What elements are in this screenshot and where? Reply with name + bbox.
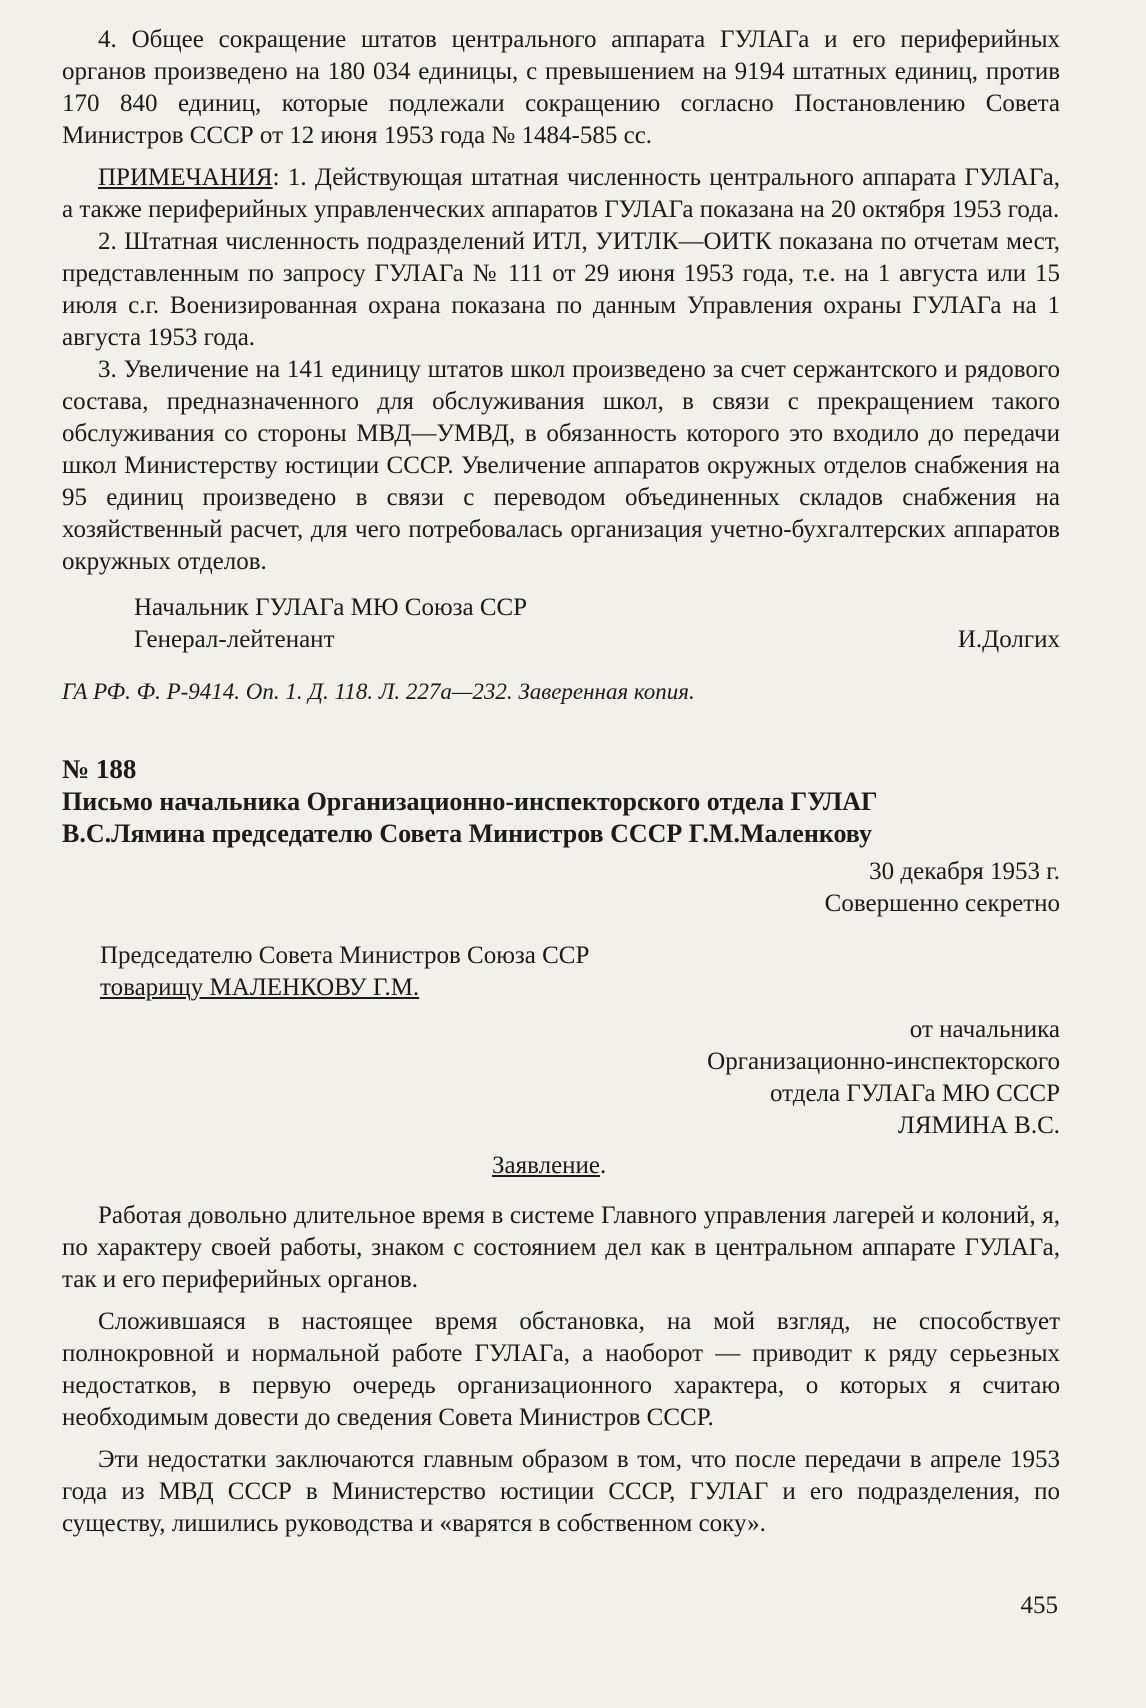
body-paragraph-3: Эти недостатки заключаются главным образом в том, что после передачи в апреле 1953 года из МВД СССР в Министерство юстиции СССР, ГУЛАГ и его подразделения, по существу, лишились руководства и «варятся в собственном соку». [62,1446,1060,1537]
document-number: № 188 [62,754,137,784]
signature-name: И.Долгих [957,626,1060,653]
signature-position-1: Начальник ГУЛАГа МЮ Союза ССР [134,594,528,621]
archive-source: ГА РФ. Ф. Р-9414. Оп. 1. Д. 118. Л. 227а—232. Заверенная копия. [62,679,695,704]
sender-line-2: Организационно-инспекторского [707,1048,1060,1075]
sender-line-4: ЛЯМИНА В.С. [897,1112,1060,1139]
addressee-line-1: Председателю Совета Министров Союза ССР [100,942,590,969]
note-2: 2. Штатная численность подразделений ИТЛ, УИТЛК—ОИТК показана по отчетам мест, представленным по запросу ГУЛАГа № 111 от 29 июня 1953 года, т.е. на 1 августа или 15 июля с.г. Военизированная охрана показана по данным Управления охраны ГУЛАГа на 1 августа 1953 года. [62,228,1060,351]
addressee-block [62,940,1060,1004]
note-1: : 1. Действующая штатная численность центрального аппарата ГУЛАГа, а также периферийных управленческих аппаратов ГУЛАГа показана на 20 октября 1953 года. [62,164,1060,223]
body-paragraph-1: Работая довольно длительное время в системе Главного управления лагерей и колоний, я, по характеру своей работы, знаком с состоянием дел как в центральном аппарате ГУЛАГа, так и его периферийных органов. [62,1202,1060,1293]
paragraph-4: 4. Общее сокращение штатов центрального аппарата ГУЛАГа и его периферийных органов произведено на 180 034 единицы, с превышением на 9194 штатных единиц, против 170 840 единиц, которые подлежали сокращению согласно Постановлению Совета Министров СССР от 12 июня 1953 года № 1484-585 сс. [62,26,1060,149]
sender-block [62,1014,1060,1142]
document-classification: Совершенно секретно [824,890,1060,917]
addressee-line-2: товарищу МАЛЕНКОВУ Г.М. [100,974,420,1001]
document-title-line-2: В.С.Лямина председателю Совета Министров СССР Г.М.Маленкову [62,819,872,848]
document-title-line-1: Письмо начальника Организационно-инспекторского отдела ГУЛАГ [62,787,878,816]
document-date: 30 декабря 1953 г. [869,858,1060,885]
page-number: 455 [1020,1592,1058,1619]
body-paragraph-2: Сложившаяся в настоящее время обстановка, на мой взгляд, не способствует полнокровной и нормальной работе ГУЛАГа, а наоборот — приводит к ряду серьезных недостатков, в первую очередь организационного характера, о которых я считаю необходимым довести до сведения Совета Министров СССР. [62,1308,1060,1431]
sender-line-1: от начальника [909,1016,1060,1043]
signature-position-2: Генерал-лейтенант [134,626,335,653]
statement-title: Заявление. [492,1152,607,1179]
signature-block [62,592,1060,656]
notes-label: ПРИМЕЧАНИЯ [98,164,273,191]
note-3: 3. Увеличение на 141 единицу штатов школ произведено за счет сержантского и рядового состава, предназначенного для обслуживания школ, в связи с прекращением такого обслуживания со стороны МВД—УМВД, в обязанность которого это входило до передачи школ Министерству юстиции СССР. Увеличение аппаратов окружных отделов снабжения на 95 единиц произведено в связи с переводом объединенных складов снабжения на хозяйственный расчет, для чего потребовалась организация учетно-бухгалтерских аппаратов окружных отделов. [62,356,1060,575]
notes-paragraph [62,162,1060,226]
sender-line-3: отдела ГУЛАГа МЮ СССР [769,1080,1060,1107]
